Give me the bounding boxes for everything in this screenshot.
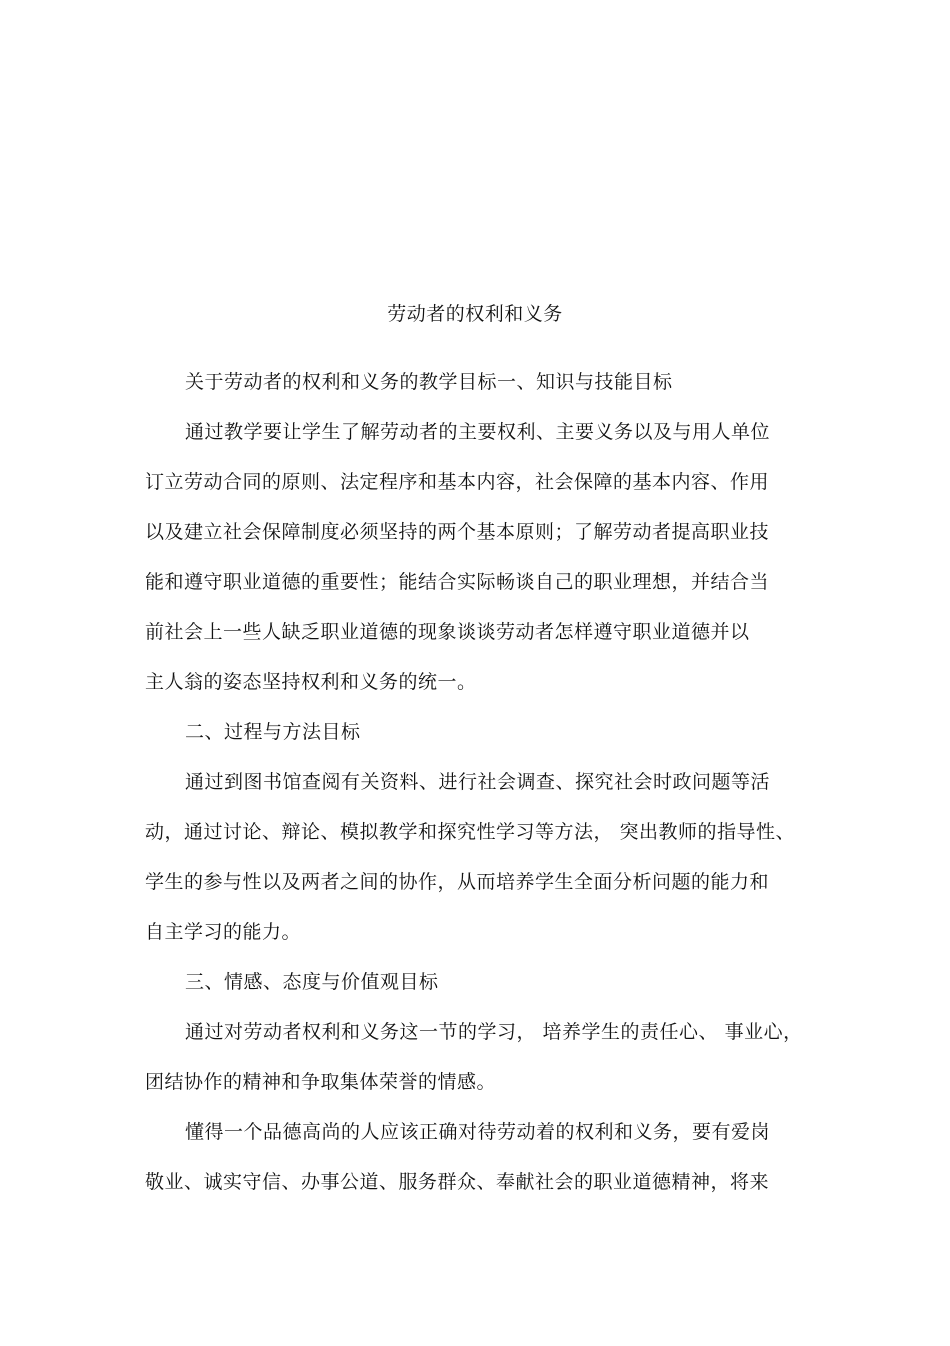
paragraph-line: 订立劳动合同的原则、法定程序和基本内容，社会保障的基本内容、作用 xyxy=(145,471,770,493)
paragraph-line: 团结协作的精神和争取集体荣誉的情感。 xyxy=(145,1071,497,1093)
paragraph-line: 敬业、诚实守信、办事公道、服务群众、奉献社会的职业道德精神，将来 xyxy=(145,1171,770,1193)
paragraph-line: 自主学习的能力。 xyxy=(145,921,302,943)
paragraph-line: 关于劳动者的权利和义务的教学目标一、知识与技能目标 xyxy=(185,371,673,393)
paragraph-line: 通过对劳动者权利和义务这一节的学习， 培养学生的责任心、 事业心， xyxy=(185,1021,803,1043)
paragraph-line: 动，通过讨论、辩论、模拟教学和探究性学习等方法， 突出教师的指导性、 xyxy=(145,821,796,843)
paragraph-line: 懂得一个品德高尚的人应该正确对待劳动着的权利和义务，要有爱岗 xyxy=(185,1121,771,1143)
paragraph-line: 通过到图书馆查阅有关资料、进行社会调查、探究社会时政问题等活 xyxy=(185,771,771,793)
section-heading: 三、情感、态度与价值观目标 xyxy=(185,971,439,993)
paragraph-line: 通过教学要让学生了解劳动者的主要权利、主要义务以及与用人单位 xyxy=(185,421,771,443)
paragraph-line: 能和遵守职业道德的重要性；能结合实际畅谈自己的职业理想，并结合当 xyxy=(145,571,770,593)
document-title: 劳动者的权利和义务 xyxy=(387,303,563,325)
paragraph-line: 学生的参与性以及两者之间的协作，从而培养学生全面分析问题的能力和 xyxy=(145,871,770,893)
paragraph-line: 前社会上一些人缺乏职业道德的现象谈谈劳动者怎样遵守职业道德并以 xyxy=(145,621,750,643)
section-heading: 二、过程与方法目标 xyxy=(185,721,361,743)
paragraph-line: 主人翁的姿态坚持权利和义务的统一。 xyxy=(145,671,477,693)
paragraph-line: 以及建立社会保障制度必须坚持的两个基本原则；了解劳动者提高职业技 xyxy=(145,521,770,543)
